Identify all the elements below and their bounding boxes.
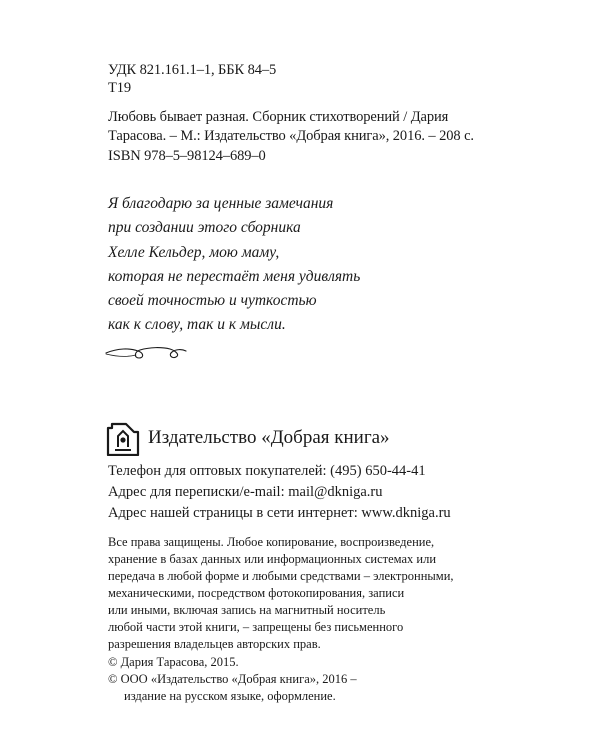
classification-codes: УДК 821.161.1–1, ББК 84–5 bbox=[108, 62, 277, 78]
dedication-line: Хелле Кельдер, мою маму, bbox=[108, 244, 280, 261]
rights-line: Все права защищены. Любое копирование, воспроизведение, bbox=[108, 535, 435, 549]
dedication-line: при создании этого сборника bbox=[108, 219, 301, 236]
publisher-logo-icon bbox=[106, 422, 140, 456]
rights-line: передача в любой форме и любыми средствами – электронными, bbox=[108, 569, 454, 583]
rights-line: любой части этой книги, – запрещены без письменного bbox=[108, 620, 404, 634]
publisher-name: Издательство «Добрая книга» bbox=[148, 427, 390, 448]
dedication-line: которая не перестаёт меня удивлять bbox=[108, 268, 361, 285]
dedication-line: своей точностью и чуткостью bbox=[108, 292, 317, 309]
dedication-line: Я благодарю за ценные замечания bbox=[108, 195, 334, 212]
phone-line: Телефон для оптовых покупателей: (495) 650-44-41 bbox=[108, 463, 426, 479]
rights-line: хранение в базах данных или информационных системах или bbox=[108, 552, 437, 566]
dedication-line: как к слову, так и к мысли. bbox=[108, 316, 286, 333]
email-line: Адрес для переписки/e-mail: mail@dkniga.ru bbox=[108, 484, 383, 500]
isbn: ISBN 978–5–98124–689–0 bbox=[108, 148, 266, 164]
rights-line: механическими, посредством фотокопирования, записи bbox=[108, 586, 405, 600]
flourish-ornament-icon bbox=[104, 340, 188, 364]
author-copyright: © Дария Тарасова, 2015. bbox=[108, 655, 239, 669]
bibliographic-description-line-2: Тарасова. – М.: Издательство «Добрая книга», 2016. – 208 с. bbox=[108, 128, 474, 144]
publisher-copyright-line-1: © ООО «Издательство «Добрая книга», 2016 – bbox=[108, 672, 357, 686]
website-line: Адрес нашей страницы в сети интернет: www.dkniga.ru bbox=[108, 505, 451, 521]
bibliographic-description-line-1: Любовь бывает разная. Сборник стихотворений / Дария bbox=[108, 109, 449, 125]
rights-line: разрешения владельцев авторских прав. bbox=[108, 637, 321, 651]
rights-line: или иными, включая запись на магнитный носитель bbox=[108, 603, 386, 617]
publisher-copyright-line-2: издание на русском языке, оформление. bbox=[124, 689, 336, 703]
author-code: Т19 bbox=[108, 80, 132, 96]
